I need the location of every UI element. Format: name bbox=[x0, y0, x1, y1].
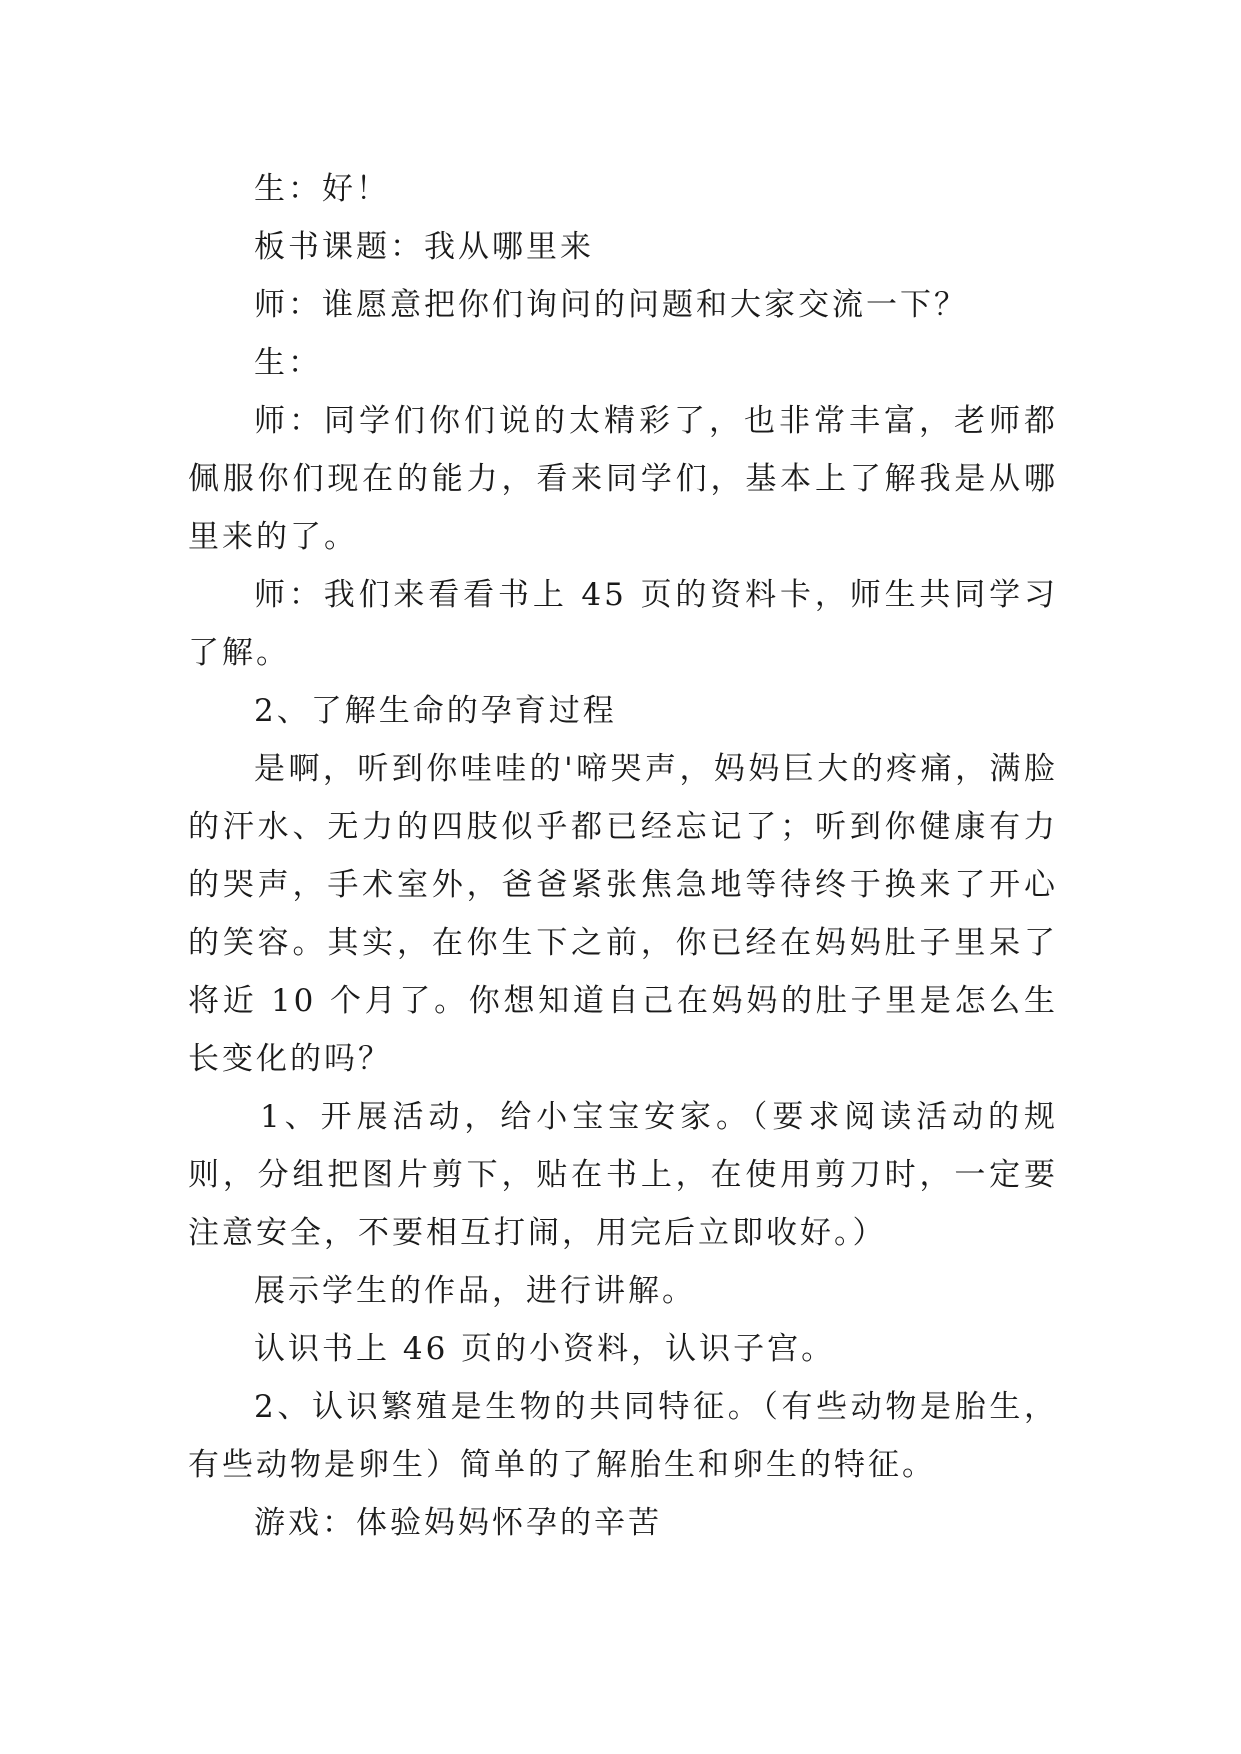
paragraph-reproduction: 2、认识繁殖是生物的共同特征。（有些动物是胎生，有些动物是卵生）简单的了解胎生和卵生的特征。 bbox=[188, 1389, 1058, 1483]
paragraph-student-reply: 生：好！ bbox=[254, 171, 390, 207]
paragraph-game: 游戏：体验妈妈怀孕的辛苦 bbox=[254, 1505, 662, 1541]
paragraph-teacher-praise: 师：同学们你们说的太精彩了，也非常丰富，老师都佩服你们现在的能力，看来同学们，基本上了解我是从哪里来的了。 bbox=[188, 403, 1058, 555]
paragraph-narrative: 是啊，听到你哇哇的'啼哭声，妈妈巨大的疼痛，满脸的汗水、无力的四肢似乎都已经忘记了；听到你健康有力的哭声，手术室外，爸爸紧张焦急地等待终于换来了开心的笑容。其实，在你生下之前，你已经在妈妈肚子里呆了将近 10 个月了。你想知道自己在妈妈的肚子里是怎么生长变化的吗？ bbox=[188, 751, 1058, 1077]
paragraph-activity: 1、开展活动，给小宝宝安家。（要求阅读活动的规则，分组把图片剪下，贴在书上，在使用剪刀时，一定要注意安全，不要相互打闹，用完后立即收好。） bbox=[188, 1099, 1058, 1251]
paragraph-board-title: 板书课题：我从哪里来 bbox=[254, 229, 594, 265]
paragraph-student-answer: 生： bbox=[254, 345, 322, 381]
paragraph-teacher-question: 师：谁愿意把你们询问的问题和大家交流一下？ bbox=[254, 287, 968, 323]
paragraph-teacher-datacard: 师：我们来看看书上 45 页的资料卡，师生共同学习了解。 bbox=[188, 577, 1058, 671]
paragraph-uterus: 认识书上 46 页的小资料，认识子宫。 bbox=[254, 1331, 836, 1367]
document-page bbox=[188, 160, 1058, 1552]
section-heading-pregnancy: 2、了解生命的孕育过程 bbox=[254, 693, 617, 729]
paragraph-showcase: 展示学生的作品，进行讲解。 bbox=[254, 1273, 696, 1309]
